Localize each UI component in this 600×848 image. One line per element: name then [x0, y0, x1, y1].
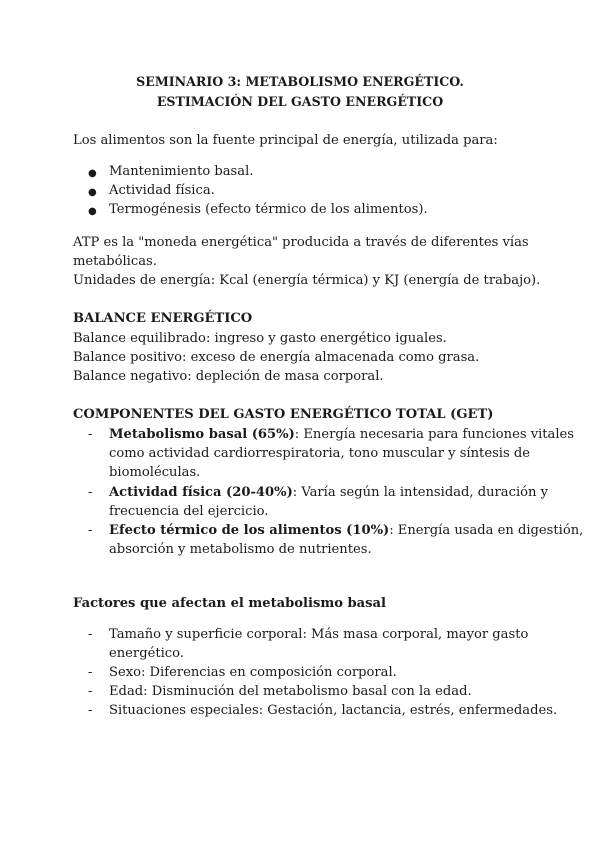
get-item-activity	[109, 483, 548, 502]
balance-heading: BALANCE ENERGÉTICO	[73, 311, 253, 326]
get-item-text: : Energía necesaria para funciones vitales	[294, 427, 575, 442]
get-item-continuation: como actividad cardiorrespiratoria, tono muscular y síntesis de	[109, 446, 530, 461]
energy-units-line: Unidades de energía: Kcal (energía térmica) y KJ (energía de trabajo).	[73, 273, 541, 288]
dash-marker: -	[88, 485, 93, 500]
get-item-text: : Varía según la intensidad, duración y	[292, 485, 549, 500]
balance-line: Balance positivo: exceso de energía almacenada como grasa.	[73, 350, 480, 365]
get-item-term: Actividad física (20-40%)	[109, 485, 293, 500]
factors-heading: Factores que afectan el metabolismo basal	[73, 596, 386, 611]
bullet-icon: ●	[88, 168, 97, 179]
dash-marker: -	[88, 627, 93, 642]
factor-item: Edad: Disminución del metabolismo basal con la edad.	[109, 684, 472, 699]
document-title-line-2: ESTIMACIÓN DEL GASTO ENERGÉTICO	[156, 94, 444, 109]
dash-marker: -	[88, 703, 93, 718]
get-heading: COMPONENTES DEL GASTO ENERGÉTICO TOTAL (GET)	[73, 407, 494, 422]
dash-marker: -	[88, 665, 93, 680]
factor-item-continuation: energético.	[109, 646, 184, 661]
document-title-line-1: SEMINARIO 3: METABOLISMO ENERGÉTICO.	[136, 74, 464, 89]
balance-line: Balance negativo: depleción de masa corporal.	[73, 369, 384, 384]
get-item-text: : Energía usada en digestión,	[389, 523, 584, 538]
dash-marker: -	[88, 427, 93, 442]
energy-use-item: Actividad física.	[109, 183, 215, 198]
dash-marker: -	[88, 523, 93, 538]
intro-paragraph: Los alimentos son la fuente principal de energía, utilizada para:	[73, 133, 498, 148]
factor-item: Tamaño y superficie corporal: Más masa corporal, mayor gasto	[109, 627, 529, 642]
get-item-continuation: absorción y metabolismo de nutrientes.	[109, 542, 372, 557]
get-item-continuation: biomoléculas.	[109, 465, 201, 480]
bullet-icon: ●	[88, 187, 97, 198]
get-item-continuation: frecuencia del ejercicio.	[109, 504, 269, 519]
get-item-thermic	[109, 521, 583, 540]
get-item-term: Efecto térmico de los alimentos (10%)	[109, 523, 390, 538]
factor-item: Situaciones especiales: Gestación, lactancia, estrés, enfermedades.	[109, 703, 558, 718]
factor-item: Sexo: Diferencias en composición corporal.	[109, 665, 397, 680]
energy-use-item: Mantenimiento basal.	[109, 164, 254, 179]
dash-marker: -	[88, 684, 93, 699]
atp-paragraph-line-2: metabólicas.	[73, 254, 157, 269]
energy-use-item: Termogénesis (efecto térmico de los alimentos).	[109, 202, 428, 217]
get-item-basal	[109, 425, 574, 444]
atp-paragraph-line-1: ATP es la "moneda energética" producida a través de diferentes vías	[73, 235, 529, 250]
balance-line: Balance equilibrado: ingreso y gasto energético iguales.	[73, 331, 447, 346]
bullet-icon: ●	[88, 206, 97, 217]
get-item-term: Metabolismo basal (65%)	[109, 427, 295, 442]
